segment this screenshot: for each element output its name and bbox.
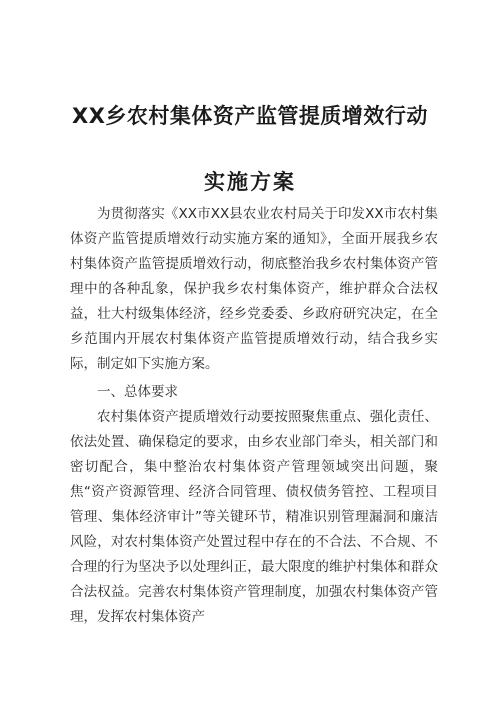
document-title: XX乡农村集体资产监管提质增效行动: [72, 104, 428, 128]
document-subtitle: 实施方案: [204, 170, 296, 194]
body-paragraph: 农村集体资产提质增效行动要按照聚焦重点、强化责任、依法处置、确保稳定的要求，由乡农业部门牵头，相关部门和密切配合，集中整治农村集体资产管理领域突出问题，聚焦“资产资源管理、经济合同管理、债权债务管控、工程项目管理、集体经济审计”等关键环节，精准识别管理漏洞和廉洁风险，对农村集体资产处置过程中存在的不合法、不合规、不合理的行为坚决予以处理纠正，最大限度的维护村集体和群众合法权益。完善农村集体资产管理制度，加强农村集体资产管理，发挥农村集体资产: [70, 409, 438, 625]
intro-paragraph: 为贯彻落实《XX市XX县农业农村局关于印发XX市农村集体资产监管提质增效行动实施方案的通知》，全面开展我乡农村集体资产监管提质增效行动，彻底整治我乡农村集体资产管理中的各种乱象，保护我乡农村集体资产，维护群众合法权益，壮大村级集体经济，经乡党委委、乡政府研究决定，在全乡范围内开展农村集体资产监管提质增效行动，结合我乡实际，制定如下实施方案。: [70, 206, 438, 372]
section-heading-general-requirements: 一、总体要求: [97, 384, 178, 400]
